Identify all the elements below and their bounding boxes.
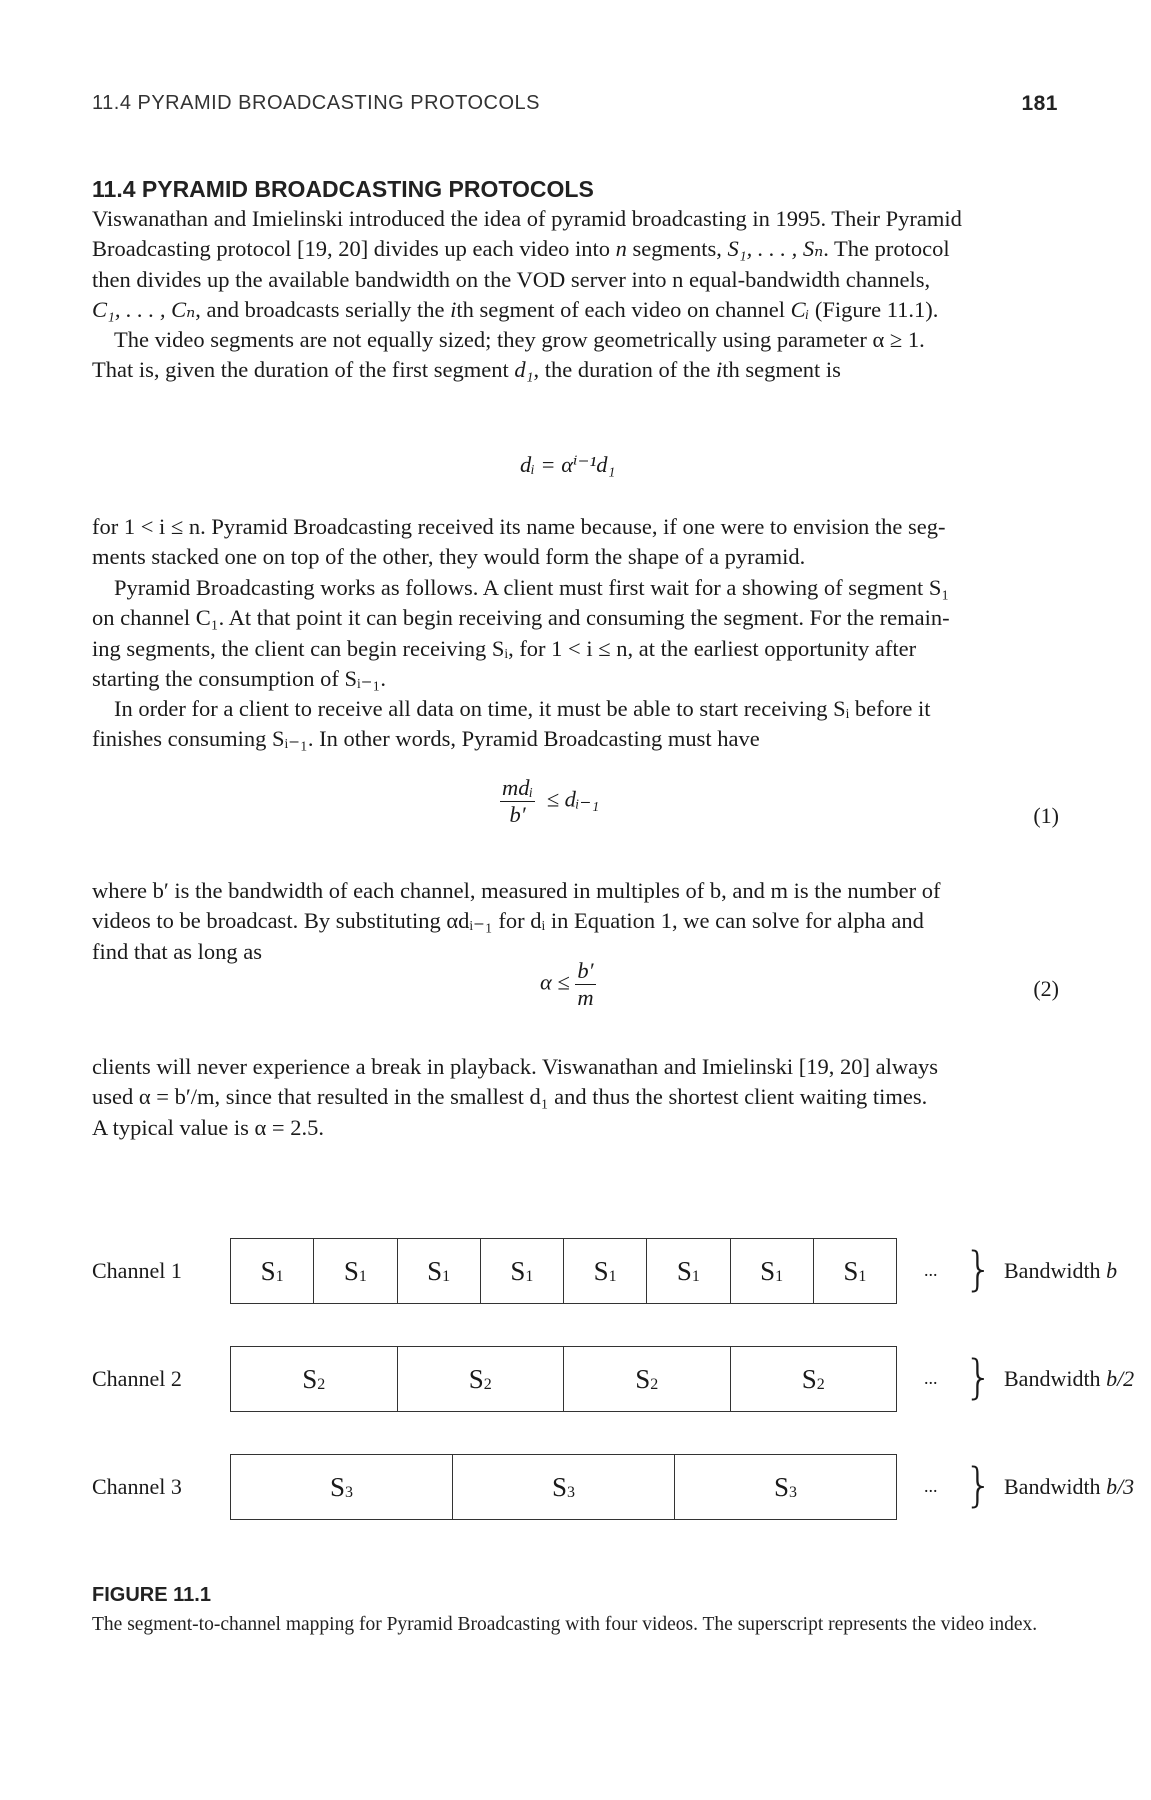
channel-segment-row — [230, 1238, 897, 1304]
text-line: where b′ is the bandwidth of each channel, measured in multiples of b, and m is the number of — [92, 878, 941, 903]
segment-cell: S $_3$ — [773, 1471, 798, 1502]
text-line: The video segments are not equally sized; they grow geometrically using parameter α ≥ 1. — [114, 327, 925, 352]
equation-1-number: (1) — [1033, 803, 1059, 828]
text-line: Viswanathan and Imielinski introduced the idea of pyramid broadcasting in 1995. Their Pyramid — [92, 206, 962, 231]
text-line: A typical value is α = 2.5. — [92, 1114, 324, 1140]
brace-icon: } — [964, 1242, 994, 1296]
segment-cell: S $_3$ — [453, 1455, 675, 1519]
text-line: Broadcasting protocol [19, 20] divides up each video into n segments, S₁, . . . , Sₙ. The protocol — [92, 236, 950, 262]
paragraph-intro — [92, 204, 1060, 325]
equation-1-numerator: mdᵢ — [502, 775, 534, 800]
equation-segment-duration: dᵢ = αⁱ⁻¹d₁ — [520, 452, 616, 477]
equation-2-lhs: α ≤ — [540, 969, 570, 995]
text-line: then divides up the available bandwidth on the VOD server into n equal-bandwidth channels, — [92, 266, 931, 292]
channel-label: Channel 2 — [92, 1366, 182, 1391]
brace-icon: } — [964, 1458, 994, 1512]
continuation-ellipsis: ... — [924, 1260, 938, 1280]
channel-segment-row — [230, 1346, 897, 1412]
channel-label: Channel 1 — [92, 1258, 182, 1283]
equation-2-denominator: m — [577, 985, 594, 1010]
text-line: ments stacked one on top of the other, they would form the shape of a pyramid. — [92, 544, 806, 570]
segment-cell: S $_1$ — [843, 1255, 867, 1286]
segment-cell: S $_2$ — [231, 1347, 398, 1411]
channel-label: Channel 3 — [92, 1474, 182, 1499]
text-line: on channel C₁. At that point it can begin receiving and consuming the segment. For the remain- — [92, 605, 950, 631]
equation-1-fraction — [500, 775, 535, 828]
segment-cell: S $_1$ — [231, 1239, 314, 1303]
paragraph-bandwidth-substitution — [92, 876, 1060, 967]
paragraph-segment-sizes — [92, 325, 1060, 386]
text-line: used α = b′/m, since that resulted in the smallest d₁ and thus the shortest client waiting times. — [92, 1084, 928, 1110]
segment-cell: S $_1$ — [481, 1239, 564, 1303]
segment-cell: S $_1$ — [731, 1239, 814, 1303]
bandwidth-label: Bandwidth b — [1004, 1258, 1118, 1283]
segment-cell: S $_1$ — [647, 1239, 730, 1303]
paragraph-conclusion — [92, 1052, 1060, 1143]
page-number: 181 — [1021, 92, 1058, 115]
segment-cell: S $_2$ — [398, 1347, 565, 1411]
text-line: Pyramid Broadcasting works as follows. A client must first wait for a showing of segment S₁ — [114, 575, 950, 600]
equation-1 — [500, 775, 599, 828]
segment-cell: S $_1$ — [314, 1239, 397, 1303]
equation-1-denominator: b′ — [509, 802, 526, 827]
segment-cell: S $_3$ — [231, 1455, 453, 1519]
equation-2-fraction — [575, 958, 595, 1011]
text-line: That is, given the duration of the first segment d₁, the duration of the ith segment is — [92, 357, 841, 383]
text-line: finishes consuming Sᵢ₋₁. In other words, Pyramid Broadcasting must have — [92, 726, 760, 752]
brace-icon: } — [964, 1350, 994, 1404]
bandwidth-label: Bandwidth b/3 — [1004, 1474, 1135, 1499]
text-line: videos to be broadcast. By substituting αdᵢ₋₁ for dᵢ in Equation 1, we can solve for alpha and — [92, 908, 924, 934]
text-line: clients will never experience a break in playback. Viswanathan and Imielinski [19, 20] always — [92, 1054, 939, 1079]
equation-2-number: (2) — [1033, 976, 1059, 1001]
running-head-section: 11.4 PYRAMID BROADCASTING PROTOCOLS — [92, 92, 540, 114]
equation-2-numerator: b′ — [577, 958, 594, 983]
segment-cell: S $_1$ — [564, 1239, 647, 1303]
figure-channel-mapping — [92, 1238, 1135, 1528]
text-line: ing segments, the client can begin receiving Sᵢ, for 1 < i ≤ n, at the earliest opportunity after — [92, 635, 917, 661]
text-line: for 1 < i ≤ n. Pyramid Broadcasting received its name because, if one were to envision the seg- — [92, 514, 946, 539]
text-line: C₁, . . . , Cₙ, and broadcasts serially the ith segment of each video on channel Cᵢ (Figure 11.1). — [92, 296, 939, 322]
text-line: find that as long as — [92, 938, 262, 964]
channel-segment-row — [230, 1454, 897, 1520]
paragraph-pyramid-name — [92, 512, 1060, 573]
equation-2 — [540, 958, 602, 1011]
figure-caption-label: FIGURE 11.1 — [92, 1584, 211, 1606]
segment-cell: S $_1$ — [398, 1239, 481, 1303]
paragraph-timing-condition — [92, 694, 1060, 755]
paragraph-how-it-works — [92, 573, 1060, 694]
section-title: 11.4 PYRAMID BROADCASTING PROTOCOLS — [92, 176, 594, 202]
segment-cell: S $_2$ — [564, 1347, 731, 1411]
equation-1-rhs: ≤ dᵢ₋₁ — [546, 786, 600, 812]
running-head — [92, 92, 1058, 115]
segment-cell: S $_2$ — [801, 1363, 825, 1394]
continuation-ellipsis: ... — [924, 1368, 938, 1388]
continuation-ellipsis: ... — [924, 1476, 938, 1496]
text-line: In order for a client to receive all data on time, it must be able to start receiving Sᵢ before it — [114, 696, 931, 721]
text-line: starting the consumption of Sᵢ₋₁. — [92, 665, 387, 691]
figure-caption-text: The segment-to-channel mapping for Pyramid Broadcasting with four videos. The superscript represents the video index. — [92, 1614, 1038, 1635]
bandwidth-label: Bandwidth b/2 — [1004, 1366, 1135, 1391]
